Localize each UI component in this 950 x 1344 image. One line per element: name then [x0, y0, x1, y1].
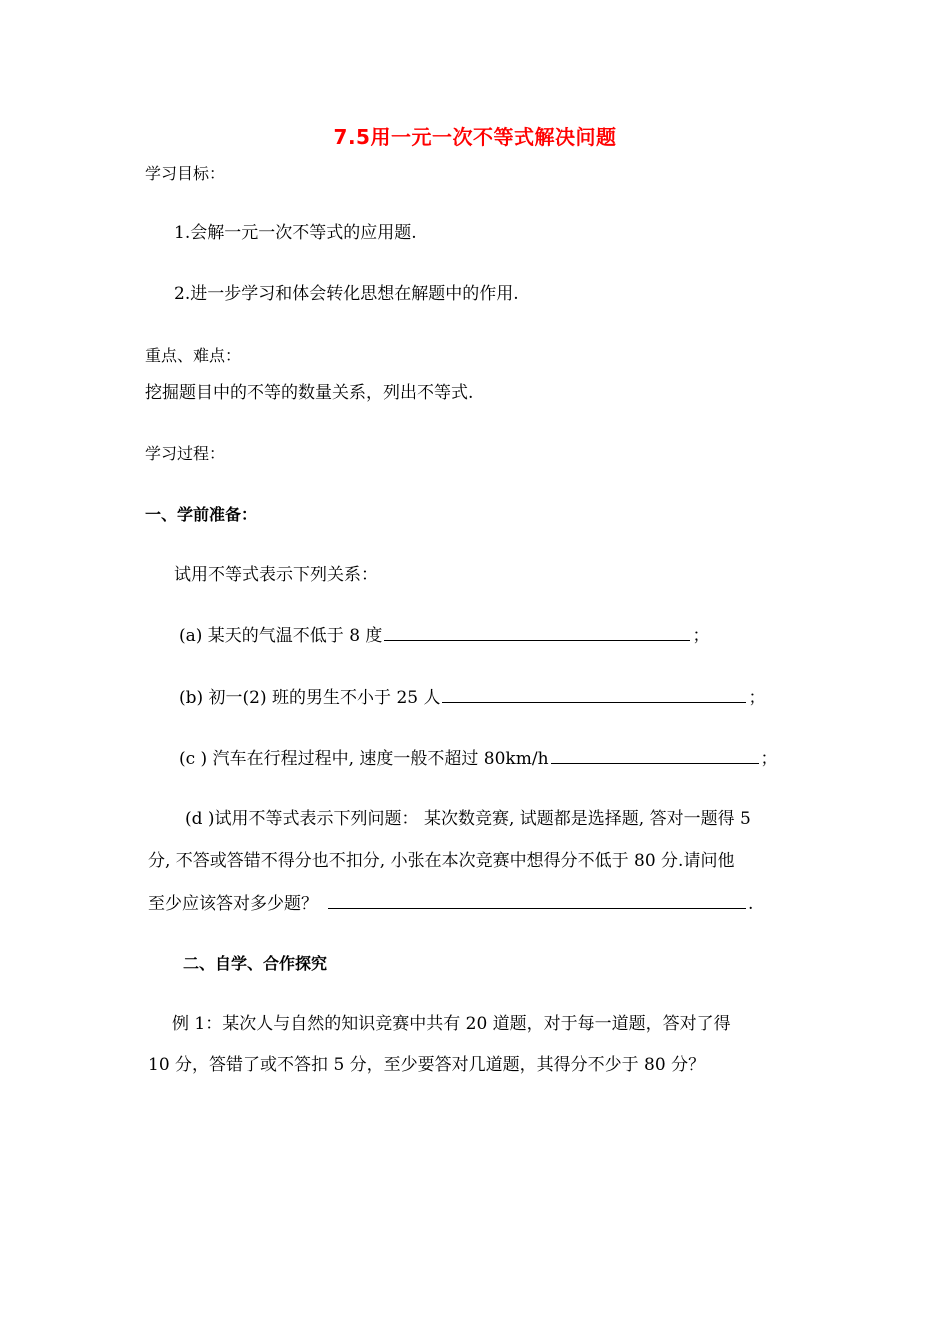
answer-blank-a[interactable]: [384, 624, 690, 641]
answer-blank-d[interactable]: [328, 892, 746, 909]
question-d-line-1: (d )试用不等式表示下列问题： 某次数竞赛, 试题都是选择题, 答对一题得 5: [185, 809, 751, 829]
question-b-text: (b) 初一(2) 班的男生不小于 25 人: [179, 688, 441, 708]
objective-item-1: 1.会解一元一次不等式的应用题.: [174, 223, 417, 243]
example-1-line-1: 例 1：某次人与自然的知识竞赛中共有 20 道题，对于每一道题，答对了得: [172, 1014, 731, 1034]
section1-heading: 一、学前准备：: [145, 505, 258, 524]
process-heading: 学习过程：: [145, 444, 226, 463]
question-d-line-2: 分, 不答或答错不得分也不扣分, 小张在本次竞赛中想得分不低于 80 分.请问他: [148, 851, 735, 871]
answer-blank-b[interactable]: [442, 686, 746, 703]
question-b: [179, 686, 765, 709]
question-c-text: (c ) 汽车在行程过程中, 速度一般不超过 80km/h: [179, 749, 549, 769]
question-c-end: ；: [760, 749, 778, 769]
question-b-end: ；: [748, 688, 766, 708]
question-d-line-3: [148, 892, 753, 915]
question-d-text: 至少应该答对多少题？: [148, 894, 318, 914]
key-points-text: 挖掘题目中的不等的数量关系，列出不等式.: [145, 383, 474, 403]
key-points-heading: 重点、难点：: [145, 346, 242, 365]
example-1-line-2: 10 分，答错了或不答扣 5 分，至少要答对几道题，其得分不少于 80 分？: [148, 1055, 706, 1075]
question-a: [179, 624, 709, 647]
answer-blank-c[interactable]: [551, 747, 759, 764]
section2-heading: 二、自学、合作探究: [183, 954, 328, 973]
question-a-text: (a) 某天的气温不低于 8 度: [179, 626, 383, 646]
question-c: [179, 747, 778, 770]
document-title: 7.5用一元一次不等式解决问题: [333, 125, 617, 149]
objective-item-2: 2.进一步学习和体会转化思想在解题中的作用.: [174, 284, 519, 304]
objectives-heading: 学习目标：: [145, 164, 226, 183]
question-a-end: ；: [692, 626, 710, 646]
section1-intro: 试用不等式表示下列关系：: [174, 565, 378, 585]
question-d-end: .: [748, 894, 754, 914]
